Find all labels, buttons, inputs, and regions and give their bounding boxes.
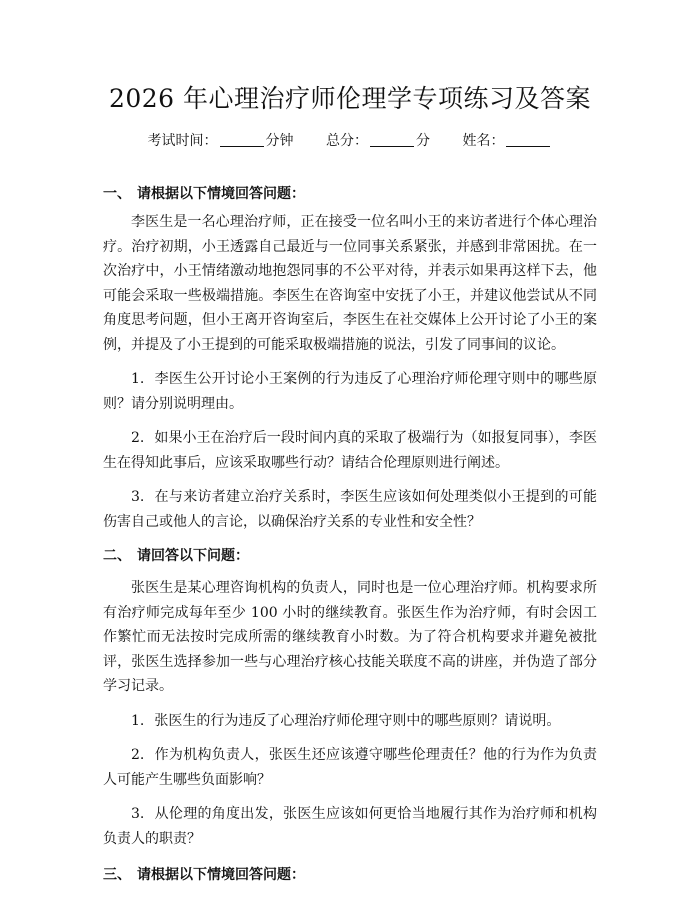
question-number: 1. <box>131 371 145 387</box>
question-text: 如果小王在治疗后一段时间内真的采取了极端行为（如报复同事），李医生在得知此事后，应该采取哪些行动？请结合伦理原则进行阐述。 <box>103 430 597 471</box>
section-2-heading <box>103 544 597 568</box>
exam-time-field <box>148 130 294 152</box>
name-label: 姓名： <box>462 133 505 149</box>
total-score-unit: 分 <box>416 133 430 149</box>
question-number: 3. <box>131 489 145 505</box>
section-number: 三、 <box>103 867 131 883</box>
question-text: 从伦理的角度出发，张医生应该如何更恰当地履行其作为治疗师和机构负责人的职责？ <box>103 806 597 847</box>
question-text: 在与来访者建立治疗关系时，李医生应该如何处理类似小王提到的可能伤害自己或他人的言论，以确保治疗关系的专业性和安全性？ <box>103 489 597 530</box>
section-title: 请根据以下情境回答问题： <box>137 867 305 883</box>
question-number: 3. <box>131 806 145 822</box>
document-title: 2026 年心理治疗师伦理学专项练习及答案 <box>108 84 592 113</box>
question-2-3 <box>103 802 597 851</box>
question-text: 李医生公开讨论小王案例的行为违反了心理治疗师伦理守则中的哪些原则？请分别说明理由。 <box>103 371 597 412</box>
exam-time-label: 考试时间： <box>147 133 218 149</box>
question-text: 张医生的行为违反了心理治疗师伦理守则中的哪些原则？请说明。 <box>154 712 561 729</box>
total-score-label: 总分： <box>326 133 368 149</box>
section-3-heading <box>103 863 597 887</box>
question-1-1 <box>103 367 597 416</box>
question-number: 1. <box>131 712 145 729</box>
total-score-blank <box>370 132 414 147</box>
exam-time-blank <box>220 132 264 147</box>
name-field <box>462 130 552 152</box>
question-2-2 <box>103 743 597 792</box>
section-title: 请回答以下问题： <box>137 548 249 564</box>
section-2-scenario: 张医生是某心理咨询机构的负责人，同时也是一位心理治疗师。机构要求所有治疗师完成每年至少 100 小时的继续教育。张医生作为治疗师，有时会因工作繁忙而无法按时完成所需的继续教育小时数。为了符合机构要求并避免被批评，张医生选择参加一些与心理治疗核心技能关联度不高的讲座，并伪造了部分学习记录。 <box>103 580 597 694</box>
section-title: 请根据以下情境回答问题： <box>137 186 305 202</box>
total-score-field <box>326 130 430 152</box>
question-number: 2. <box>131 430 145 446</box>
section-1-scenario: 李医生是一名心理治疗师，正在接受一位名叫小王的来访者进行个体心理治疗。治疗初期，小王透露自己最近与一位同事关系紧张，并感到非常困扰。在一次治疗中，小王情绪激动地抱怨同事的不公平对待，并表示如果再这样下去，他可能会采取一些极端措施。李医生在咨询室中安抚了小王，并建议他尝试从不同角度思考问题，但小王离开咨询室后，李医生在社交媒体上公开讨论了小王的案例，并提及了小王提到的可能采取极端措施的说法，引发了同事间的议论。 <box>103 214 597 353</box>
question-2-1 <box>103 709 597 734</box>
question-number: 2. <box>131 747 145 763</box>
section-number: 一、 <box>103 186 131 202</box>
question-text: 作为机构负责人，张医生还应该遵守哪些伦理责任？他的行为作为负责人可能产生哪些负面影响？ <box>103 747 597 788</box>
exam-info-line <box>103 130 597 152</box>
exam-time-unit: 分钟 <box>265 133 294 149</box>
section-1-heading <box>103 182 597 206</box>
question-1-3 <box>103 485 597 534</box>
question-1-2 <box>103 426 597 475</box>
name-blank <box>506 132 550 147</box>
section-number: 二、 <box>103 548 131 564</box>
